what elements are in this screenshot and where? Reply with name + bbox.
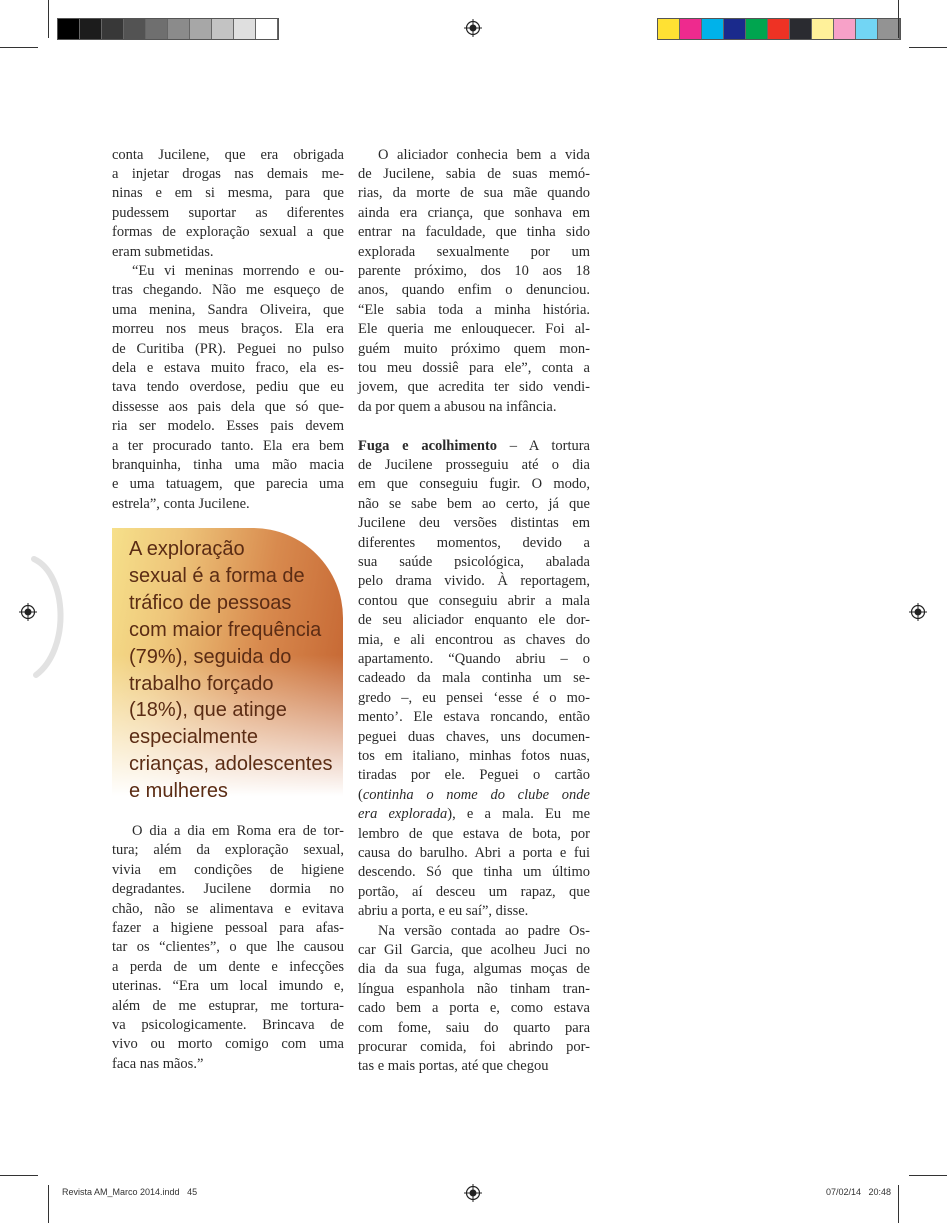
color-swatch [234, 19, 256, 39]
text-line: de seu aliciador enquanto ele dor- [358, 612, 590, 629]
italic-text: era explorada [358, 806, 448, 823]
text-line: de Curitiba (PR). Peguei no pulso [112, 340, 344, 357]
text-run: ), e a mala. Eu me [447, 806, 590, 823]
text-line: apartamento. “Quando abriu – o [358, 650, 590, 667]
text-line: tos em italiano, minhas fotos nuas, [358, 747, 590, 764]
pull-quote-line: (79%), seguida do [129, 645, 292, 668]
text-line: com fome, saiu do quarto para [358, 1019, 590, 1036]
text-line: ninas e em si mesma, para que [112, 185, 344, 202]
text-line: e uma tatuagem, que parecia uma [112, 476, 344, 493]
text-line: não se sabe bem ao certo, já que [358, 495, 590, 512]
text-line: chão, não se alimentava e evitava [112, 900, 344, 917]
text-line: faca nas mãos.” [112, 1055, 204, 1072]
crop-mark [909, 1175, 947, 1176]
color-swatch [212, 19, 234, 39]
text-line: O dia a dia em Roma era de tor- [132, 823, 344, 839]
text-line: vivo ou morto comigo com uma [112, 1036, 344, 1053]
text-line: anos, quando enfim o denunciou. [358, 282, 590, 299]
text-line: explorada sexualmente por um [358, 243, 590, 260]
text-line: mento’. Ele estava roncando, então [358, 709, 590, 726]
text-line [358, 786, 590, 805]
text-line: procurar comida, foi abrindo por- [358, 1038, 590, 1055]
color-swatch [256, 19, 278, 39]
text-line: a injetar drogas nas demais me- [112, 165, 344, 182]
text-line: tras chegando. Não me esqueço de [112, 282, 344, 299]
pull-quote-line: sexual é a forma de [129, 564, 305, 587]
text-line: sua saúde psicológica, abalada [358, 553, 590, 570]
crop-mark [0, 1175, 38, 1176]
crop-mark [48, 0, 49, 38]
text-line: contou que conseguiu abrir a mala [358, 592, 590, 609]
text-line: tura; além da exploração sexual, [112, 842, 344, 859]
text-line: uterinas. “Era um local imundo e, [112, 978, 344, 995]
text-line: entrar na faculdade, que tinha sido [358, 224, 590, 241]
pull-quote-line: tráfico de pessoas [129, 591, 292, 614]
text-line: tiradas por ele. Peguei o cartão [358, 767, 590, 784]
text-line: tou meu dossiê para ele”, conta a [358, 359, 590, 376]
text-line: língua espanhola não tinham tran- [358, 980, 590, 997]
pull-quote-line: A exploração [129, 538, 245, 560]
text-line: pudessem suportar as diferentes [112, 204, 344, 221]
registration-mark-icon [464, 1184, 482, 1202]
color-swatch [746, 19, 768, 39]
color-swatch [790, 19, 812, 39]
text-line: car Gil Garcia, que acolheu Juci no [358, 941, 590, 958]
registration-mark-icon [909, 603, 927, 621]
text-line: tava tendo overdose, pediu que eu [112, 379, 344, 396]
crop-mark [909, 47, 947, 48]
text-line: ainda era criança, que sonhava em [358, 204, 590, 221]
text-line: Jucilene deu versões distintas em [358, 515, 590, 532]
text-line: vivia em condições de higiene [112, 861, 344, 878]
text-line: “Eu vi meninas morrendo e ou- [132, 262, 344, 279]
text-line: fazer a higiene pessoal para afas- [112, 920, 344, 936]
text-line: uma menina, Sandra Oliveira, que [112, 301, 344, 318]
crop-mark [898, 0, 899, 38]
pull-quote-line: especialmente [129, 726, 258, 749]
color-swatch [124, 19, 146, 39]
color-swatch [878, 19, 900, 39]
text-line: guém muito próximo quem mon- [358, 340, 590, 357]
text-line: peguei duas chaves, uns documen- [358, 728, 590, 745]
text-line [358, 805, 590, 824]
color-swatch [102, 19, 124, 39]
text-line: de Jucilene prosseguiu até o dia [358, 456, 590, 473]
pull-quote [112, 528, 343, 810]
color-swatch [724, 19, 746, 39]
registration-mark-icon [464, 19, 482, 37]
text-line: pelo drama vivido. À reportagem, [358, 573, 590, 590]
italic-text: continha o nome do clube onde [362, 786, 590, 803]
text-line: estrela”, conta Jucilene. [112, 495, 250, 512]
grayscale-color-bar [57, 18, 279, 40]
color-swatch [812, 19, 834, 39]
color-swatch [856, 19, 878, 39]
text-line: jovem, que acredita ter sido vendi- [358, 379, 590, 396]
text-line: “Ele sabia toda a minha história. [358, 301, 590, 318]
color-swatch [834, 19, 856, 39]
color-swatch [168, 19, 190, 39]
color-swatch [146, 19, 168, 39]
text-line: tar os “clientes”, o que lhe causou [112, 939, 344, 956]
text-line: Na versão contada ao padre Os- [378, 922, 590, 939]
text-line: abriu a porta, e eu saí”, disse. [358, 903, 529, 920]
text-line: mia, e ali encontrou as chaves do [358, 631, 590, 648]
text-line: eram submetidas. [112, 243, 214, 260]
text-line: parente próximo, dos 10 aos 18 [358, 262, 590, 279]
text-line: Ele queria me enlouquecer. Foi al- [358, 321, 590, 338]
text-line: rias, da morte de sua mãe quando [358, 185, 590, 202]
color-swatch [658, 19, 680, 39]
decorative-bracket-icon [28, 555, 70, 680]
text-line: branquinha, tinha uma mão macia [112, 456, 344, 473]
pull-quote-line: (18%), que atinge [129, 699, 287, 722]
color-swatch [768, 19, 790, 39]
text-line: causa do barulho. Abri a porta e fui [358, 844, 590, 861]
text-line: tas e mais portas, até que chegou [358, 1058, 549, 1075]
footer-file-info: Revista AM_Marco 2014.indd 45 [62, 1187, 198, 1197]
text-line: dia da sua fuga, algumas moças de [358, 961, 590, 978]
pull-quote-line: trabalho forçado [129, 672, 274, 695]
color-swatch [680, 19, 702, 39]
text-line: diferentes momentos, devido a [358, 534, 590, 551]
text-run: – A tortura [497, 437, 590, 454]
text-line: gredo –, eu pensei ‘esse é o mo- [358, 689, 590, 706]
crop-mark [0, 47, 38, 48]
text-line: dela e estava muito fraco, ela es- [112, 359, 344, 376]
footer-slug-divider [898, 1185, 899, 1205]
text-line: morreu nos meus braços. Ela era [112, 321, 344, 338]
text-line: cadeado da mala continha um se- [358, 670, 590, 687]
text-line [358, 437, 590, 456]
text-line: de Jucilene, sabia de suas memó- [358, 165, 590, 182]
color-swatch [190, 19, 212, 39]
text-line: dissesse aos pais dela que só que- [112, 398, 344, 415]
text-line: em que conseguiu fugir. O modo, [358, 476, 590, 493]
footer-slug-divider [48, 1185, 49, 1205]
text-line: cado bem a porta e, como estava [358, 1000, 590, 1017]
text-line: portão, aí desceu um rapaz, que [358, 883, 590, 900]
pull-quote-line: e mulheres [129, 780, 228, 803]
text-line: lembro de que estava de bota, por [358, 825, 590, 842]
section-heading: Fuga e acolhimento [358, 437, 498, 454]
text-line: além de me estuprar, me tortura- [112, 997, 344, 1014]
text-line: conta Jucilene, que era obrigada [112, 146, 344, 163]
color-swatch [58, 19, 80, 39]
text-line: ria ser modelo. Esses pais devem [112, 418, 344, 435]
color-swatch [80, 19, 102, 39]
process-color-bar [657, 18, 901, 40]
text-run: ( [358, 786, 363, 803]
text-line: descendo. Só que tinha um último [358, 864, 590, 881]
text-line: va psicologicamente. Brincava de [112, 1017, 344, 1033]
text-line: formas de exploração sexual a que [112, 224, 344, 241]
pull-quote-line: com maior frequência [129, 618, 322, 641]
color-swatch [702, 19, 724, 39]
text-line: a ter procurado tanto. Ela era bem [112, 437, 344, 454]
footer-timestamp: 07/02/14 20:48 [826, 1187, 892, 1197]
text-line: da por quem a abusou na infância. [358, 398, 557, 415]
text-line: O aliciador conhecia bem a vida [378, 146, 590, 163]
text-line: a perda de um dente e infecções [112, 958, 344, 975]
text-line: degradantes. Jucilene dormia no [112, 881, 344, 898]
pull-quote-line: crianças, adolescentes [129, 753, 333, 776]
